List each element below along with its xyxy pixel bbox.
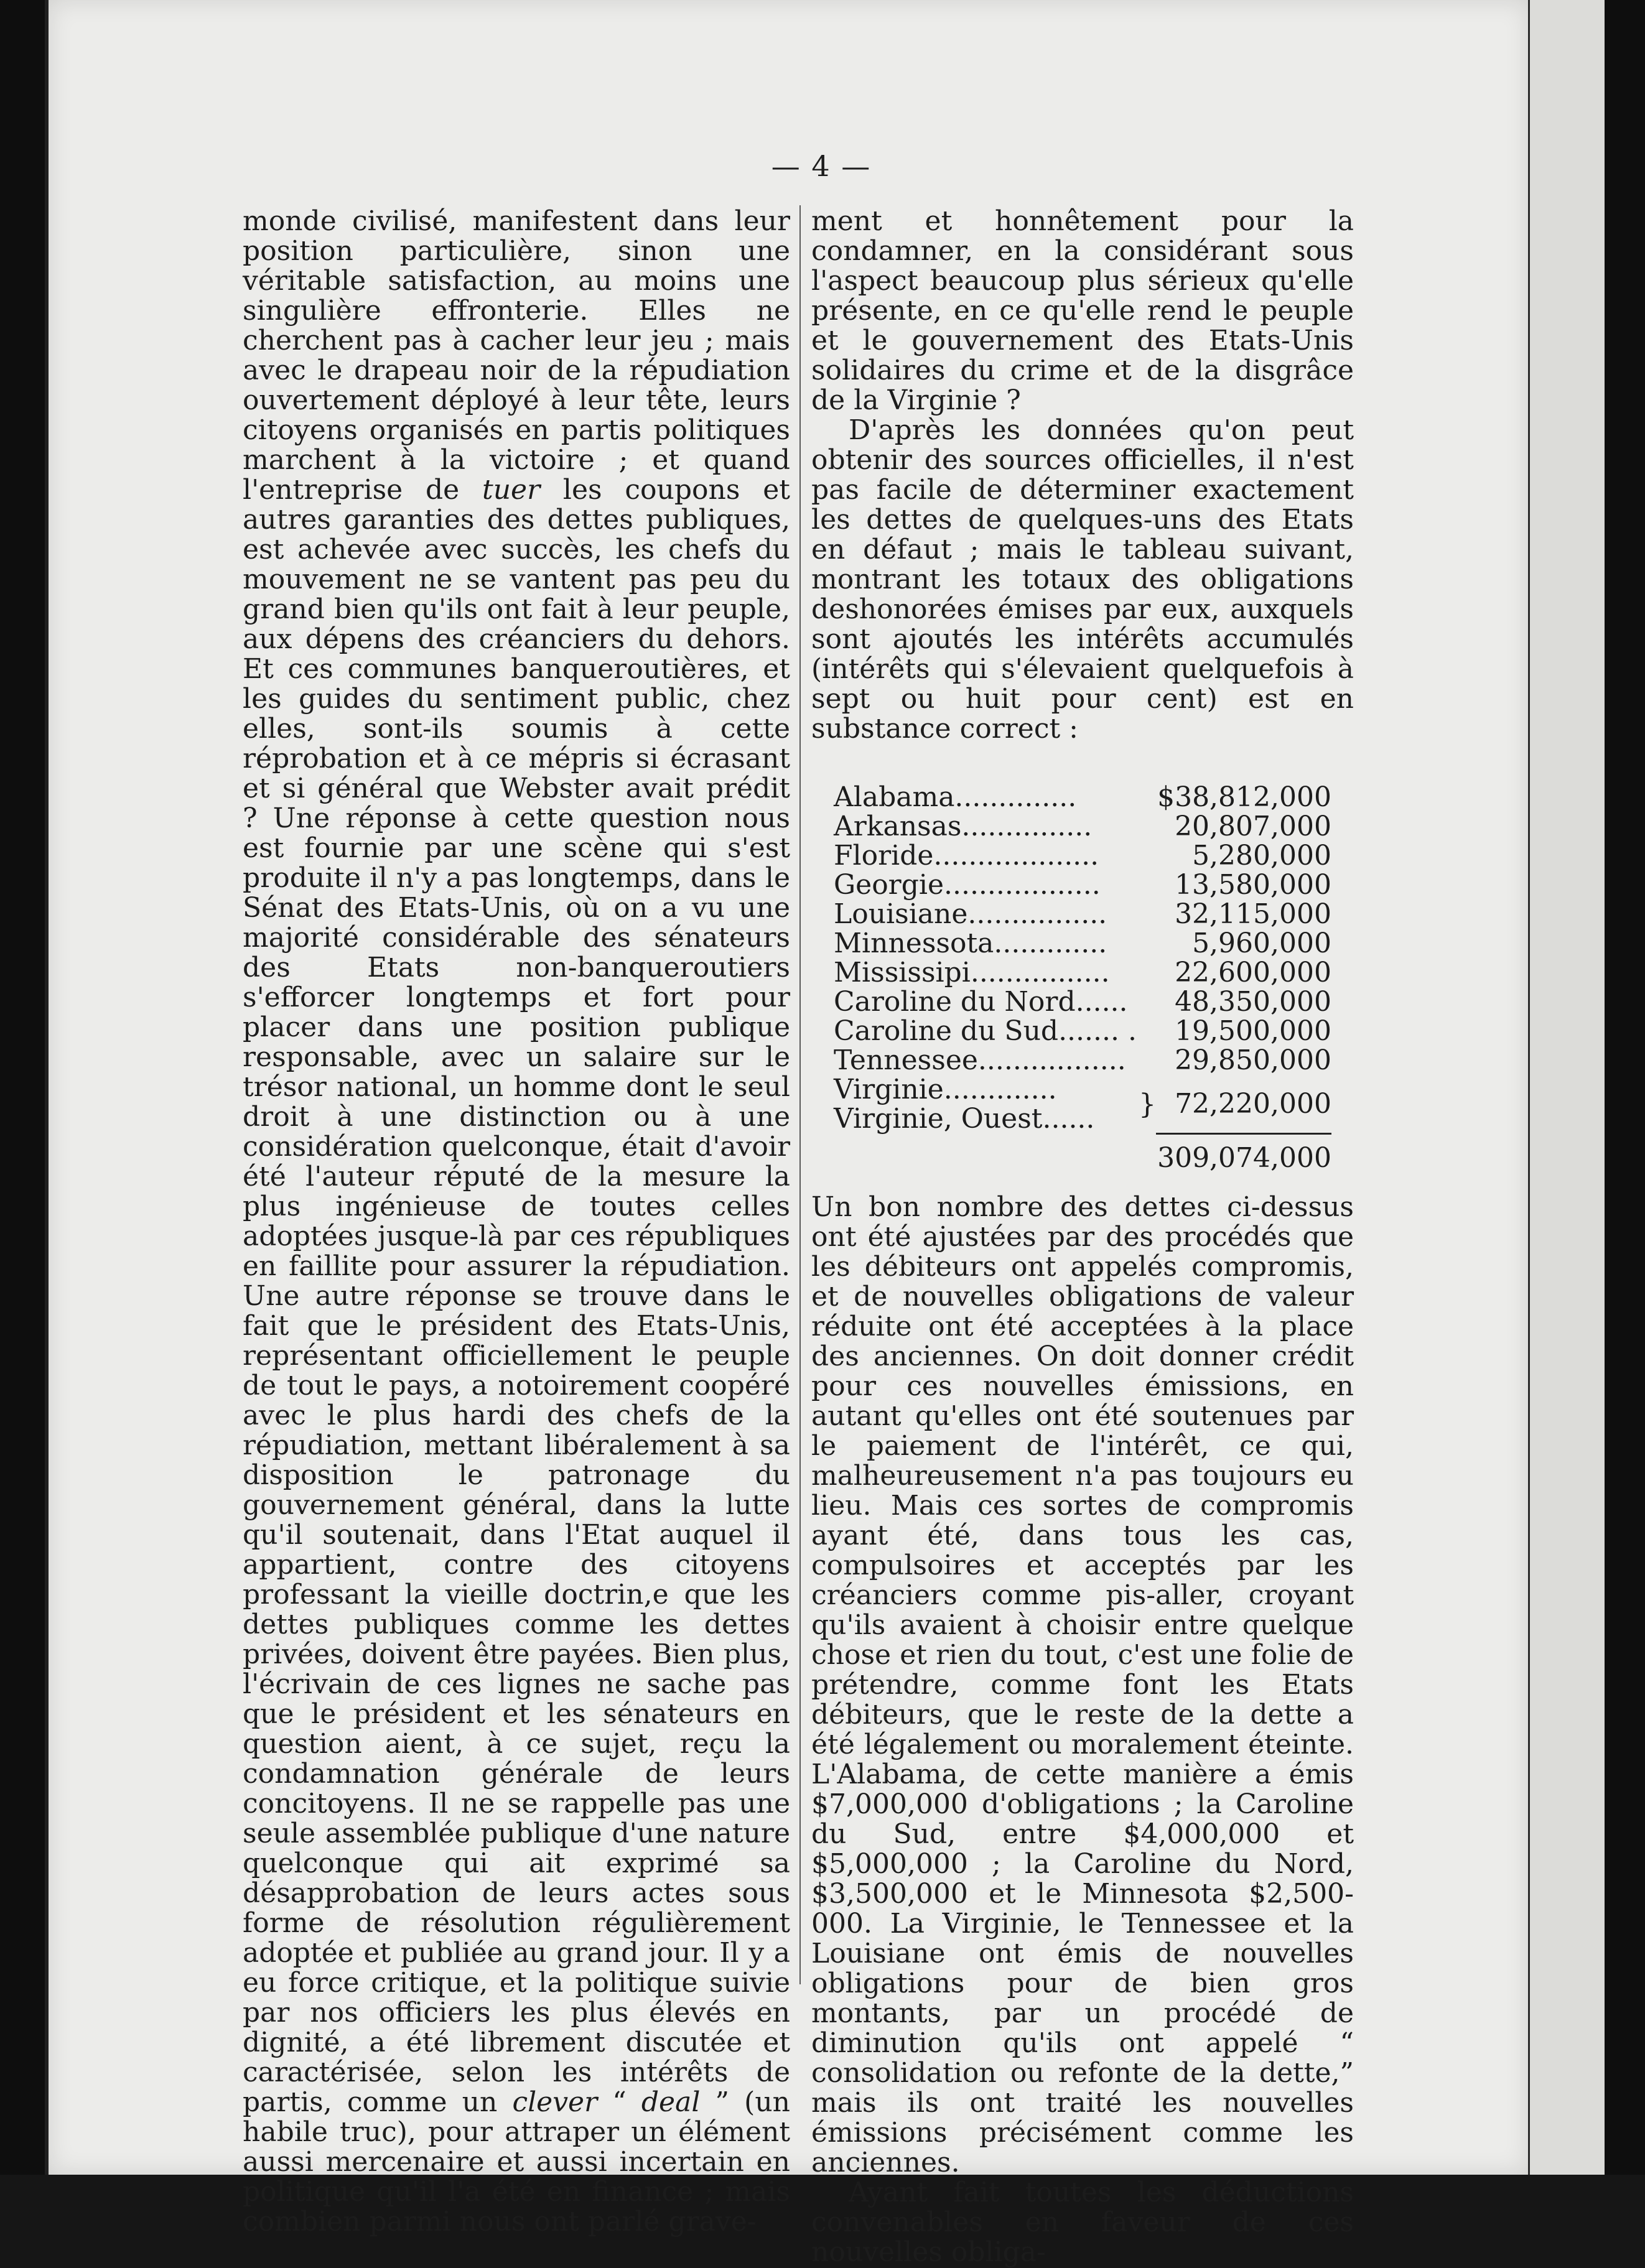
text-run: “ (597, 2086, 641, 2118)
left-paragraph (243, 207, 790, 2237)
right-paragraph-1: ment et honnêtement pour la condamner, en la considérant sous l'aspect beaucoup plus sérieux qu'elle présente, en ce qu'elle rend le peuple et le gouvernement des Etats-Unis solidaires du crime et de la disgrâce de la Virginie ? (811, 205, 1354, 416)
state-name: Virginie............. (834, 1074, 1057, 1105)
table-row (834, 1046, 1331, 1075)
column-divider (799, 205, 801, 1984)
total-row (834, 1133, 1331, 1173)
right-paragraph-3: Un bon nombre des dettes ci-dessus ont été ajustées par des procédés que les débiteurs ont appelés compromis, et de nouvelles obligations de valeur réduite ont été acceptées à la place des anciennes. On doit donner crédit pour ces nouvelles émissions, en autant qu'elles ont été soutenues par le paiement de l'intérêt, ce qui, malheureusement n'a pas toujours eu lieu. Mais ces sortes de compromis ayant été, dans tous les cas, compulsoires et acceptés par les créanciers comme pis-aller, croyant qu'ils avaient à choisir entre quelque chose et rien du tout, c'est une folie de prétendre, comme font les Etats débiteurs, que le reste de la dette a été légalement ou moralement éteinte. L'Alabama, de cette manière a émis $7,000,000 d'obligations ; la Caroline du Sud, entre $4,000,000 et $5,000,000 ; la Caroline du Nord, $3,500,000 et le Minnesota $2,500-000. La Virginie, le Tennessee et la Louisiane ont émis de nouvelles obligations pour de bien gros montants, par un procédé de diminution qu'ils ont appelé “ consolidation ou refonte de la dette,” mais ils ont traité les nouvelles émissions précisément comme les anciennes. (811, 1191, 1354, 2178)
brace: } (1139, 1088, 1157, 1120)
italic-text: clever (512, 2086, 598, 2118)
text-run: ” (un habile truc), pour attraper un élément aussi mercenaire et aussi incertain en politique qu'il l'a été en finance ; mais combien parmi nous ont parlé grave- (243, 2086, 791, 2238)
text-run: monde civilisé, manifestent dans leur position particulière, sinon une véritable satisfaction, au moins une singulière effronterie. Elles ne cherchent pas à cacher leur jeu ; mais avec le drapeau noir de la répudiation ouvertement déployé à leur tête, leurs citoyens organisés en partis politiques marchent à la victoire ; et quand l'entreprise de (243, 205, 790, 506)
right-column (811, 207, 1354, 2267)
table-row (834, 987, 1331, 1016)
text-run: les coupons et autres garanties des dettes publiques, est achevée avec succès, les chefs du mouvement ne se vantent pas peu du grand bien qu'ils ont fait à leur peuple, aux dépens des créanciers du dehors. Et ces communes banqueroutières, et les guides du sentiment public, chez elles, sont-ils soumis à cette réprobation et à ce mépris si écrasant et si général que Webster avait prédit ? Une réponse à cette question nous est fournie par une scène qui s'est produite il n'y a pas longtemps, dans le Sénat des Etats-Unis, où on a vu une majorité considérable des sénateurs des Etats non-banqueroutiers s'efforcer longtemps et fort pour placer dans une position publique responsable, avec un salaire sur le trésor national, un homme dont le seul droit à une distinction ou à une considération quelconque, était d'avoir été l'auteur réputé de la mesure la plus ingénieuse de toutes celles adoptées jusque-là par ces républiques en faillite pour assurer la répudiation. Une autre réponse se trouve dans le fait que le président des Etats-Unis, représentant officiellement le peuple de tout le pays, a notoirement coopéré avec le plus hardi des chefs de la répudiation, mettant libéralement à sa disposition le patronage du gouvernement général, dans la lutte qu'il soutenait, dans l'Etat auquel il appartient, contre des citoyens professant la vieille doctrin,e que les dettes publiques comme les dettes privées, doivent être payées. Bien plus, l'écrivain de ces lignes ne sache pas que le président et les sénateurs en question aient, à ce sujet, reçu la condamnation générale de leurs concitoyens. Il ne se rappelle pas une seule assemblée publique d'une nature quelconque qui ait exprimé sa désapprobation de leurs actes sous forme de résolution régulièrement adoptée et publiée au grand jour. Il y a eu force critique, et la politique suivie par nos officiers les plus élevés en dignité, a été librement discutée et caractérisée, selon les intérêts de partis, comme un (243, 474, 790, 2118)
page-number: — 4 — (771, 149, 872, 183)
state-name: Minnessota............. (834, 927, 1107, 959)
state-amount: 20,807,000 (1175, 811, 1331, 842)
state-name: Caroline du Nord...... (834, 986, 1128, 1018)
state-amount: 13,580,000 (1175, 869, 1331, 901)
state-amount: 32,115,000 (1175, 898, 1331, 930)
state-amount: 48,350,000 (1175, 986, 1331, 1018)
table-row (834, 1075, 1331, 1104)
debt-table (834, 783, 1331, 1173)
state-name: Caroline du Sud....... . (834, 1015, 1137, 1047)
next-page-edge (1528, 0, 1605, 2175)
total-amount: 309,074,000 (1156, 1133, 1331, 1173)
table-row (834, 929, 1331, 958)
state-name: Mississipi................ (834, 957, 1110, 988)
italic-text: tuer (482, 474, 541, 506)
table-row (834, 958, 1331, 987)
state-amount: $38,812,000 (1157, 781, 1331, 813)
state-name: Virginie, Ouest...... (834, 1103, 1095, 1135)
debt-table-body (834, 783, 1331, 1075)
state-amount: 19,500,000 (1175, 1015, 1331, 1047)
state-amount: 29,850,000 (1175, 1044, 1331, 1076)
table-row (834, 841, 1331, 870)
state-name: Floride................... (834, 840, 1099, 871)
state-amount: 5,280,000 (1192, 840, 1331, 871)
state-name: Alabama.............. (834, 781, 1077, 813)
right-paragraph-4: Ayant fait toutes les déductions convenables en faveur de ces nouvelles obliga- (811, 2176, 1354, 2268)
left-column (243, 207, 790, 2237)
state-name: Arkansas............... (834, 811, 1093, 842)
state-name: Georgie.................. (834, 869, 1101, 901)
table-row (834, 812, 1331, 841)
state-name: Louisiane................ (834, 898, 1107, 930)
table-row (834, 899, 1331, 929)
state-amount: 5,960,000 (1192, 927, 1331, 959)
state-name: Tennessee................. (834, 1044, 1126, 1076)
table-row (834, 870, 1331, 899)
table-row (834, 783, 1331, 812)
right-paragraph-2: D'après les données qu'on peut obtenir des sources officielles, il n'est pas facile de déterminer exactement les dettes de quelques-uns des Etats en défaut ; mais le tableau suivant, montrant les totaux des obligations deshonorées émises par eux, auxquels sont ajoutés les intérêts accumulés (intérêts qui s'élevaient quelquefois à sept ou huit pour cent) est en substance correct : (811, 414, 1354, 745)
italic-text: deal (641, 2086, 701, 2118)
state-amount: 72,220,000 (1175, 1087, 1331, 1120)
table-row (834, 1016, 1331, 1046)
state-amount: 22,600,000 (1175, 957, 1331, 988)
